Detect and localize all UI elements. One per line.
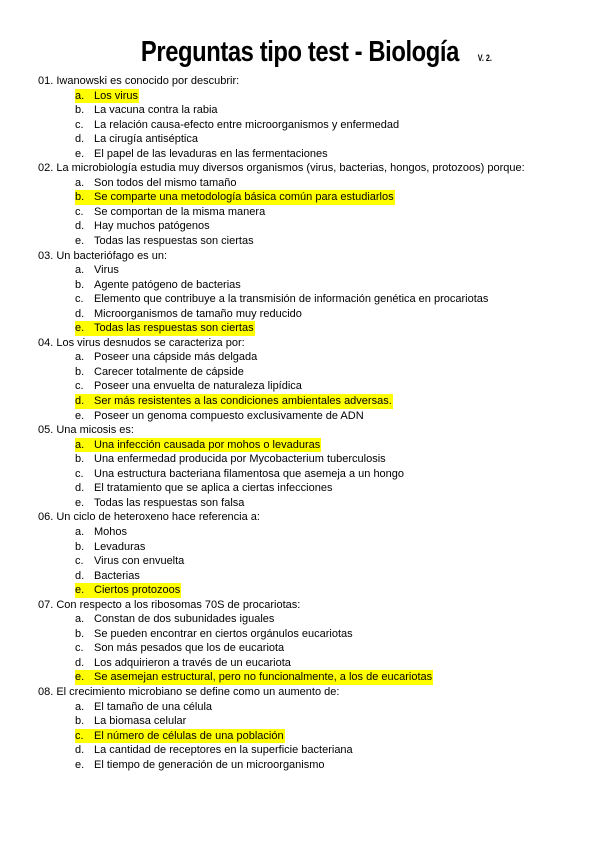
option-letter: c. — [75, 380, 84, 393]
option-item-correct — [38, 583, 578, 598]
answer-highlight — [75, 89, 139, 104]
option-letter: a. — [75, 525, 85, 538]
option-text: Virus con envuelta — [94, 555, 185, 568]
option-content — [75, 205, 265, 220]
option-content — [75, 612, 274, 627]
option-item — [38, 627, 578, 642]
option-text: Ciertos protozoos — [94, 584, 181, 597]
option-letter: c. — [75, 118, 84, 131]
option-text: Se comparte una metodología básica común para estudiarlos — [94, 191, 394, 204]
option-item — [38, 569, 578, 584]
option-text: Virus — [94, 264, 119, 277]
option-content — [75, 758, 325, 773]
option-text: Todas las respuestas son ciertas — [94, 322, 254, 335]
option-content — [75, 219, 210, 234]
option-text: El número de células de una población — [94, 729, 284, 742]
option-text: Carecer totalmente de cápside — [94, 365, 244, 378]
option-text: Poseer una cápside más delgada — [94, 351, 258, 364]
option-letter: d. — [75, 744, 85, 757]
option-letter: b. — [75, 104, 85, 117]
option-text: Se asemejan estructural, pero no funcionalmente, a los de eucariotas — [94, 671, 433, 684]
option-item — [38, 278, 578, 293]
option-content — [75, 554, 184, 569]
option-item — [38, 263, 578, 278]
question-text: 07. Con respecto a los ribosomas 70S de procariotas: — [38, 598, 301, 611]
answer-highlight — [75, 670, 433, 685]
option-letter: d. — [75, 220, 85, 233]
option-item — [38, 554, 578, 569]
option-letter: d. — [75, 656, 85, 669]
option-letter: e. — [75, 322, 85, 335]
option-content — [75, 496, 244, 511]
option-text: Una infección causada por mohos o levaduras — [94, 438, 321, 451]
option-item-correct — [38, 321, 578, 336]
option-item-correct — [38, 670, 578, 685]
option-content — [75, 540, 145, 555]
option-text: La cantidad de receptores en la superficie bacteriana — [94, 744, 353, 757]
question-list — [38, 74, 578, 772]
question-text: 04. Los virus desnudos se caracteriza por: — [38, 336, 245, 349]
option-text: Levaduras — [94, 540, 146, 553]
option-text: Bacterias — [94, 569, 140, 582]
answer-highlight — [75, 729, 285, 744]
option-content — [75, 307, 302, 322]
option-letter: e. — [75, 584, 85, 597]
option-text: Son todos del mismo tamaño — [94, 176, 237, 189]
option-letter: d. — [75, 395, 85, 408]
question-text: 01. Iwanowski es conocido por descubrir: — [38, 75, 240, 87]
option-letter: a. — [75, 351, 85, 364]
option-text: Una estructura bacteriana filamentosa que asemeja a un hongo — [94, 467, 405, 480]
option-text: Una enfermedad producida por Mycobacterium tuberculosis — [94, 453, 386, 466]
version-label: V. 2. — [478, 53, 493, 63]
option-text: El tamaño de una célula — [94, 700, 213, 713]
option-text: La relación causa-efecto entre microorganismos y enfermedad — [94, 118, 400, 131]
option-item — [38, 612, 578, 627]
option-letter: e. — [75, 409, 85, 422]
option-item — [38, 758, 578, 773]
option-item — [38, 292, 578, 307]
option-text: La vacuna contra la rabia — [94, 104, 218, 117]
option-text: Todas las respuestas son falsa — [94, 496, 245, 509]
page-title — [0, 36, 600, 69]
option-content — [75, 641, 284, 656]
answer-highlight — [75, 394, 393, 409]
answer-highlight — [75, 190, 395, 205]
option-content — [75, 379, 302, 394]
option-item-correct — [38, 729, 578, 744]
option-content — [75, 176, 236, 191]
option-letter: e. — [75, 758, 85, 771]
option-item-correct — [38, 438, 578, 453]
option-letter: d. — [75, 133, 85, 146]
question-block — [38, 598, 578, 685]
option-text: Mohos — [94, 525, 128, 538]
answer-highlight — [75, 583, 181, 598]
option-text: Elemento que contribuye a la transmisión de información genética en procariotas — [94, 293, 489, 306]
question-block — [38, 685, 578, 772]
option-letter: c. — [75, 555, 84, 568]
option-letter: b. — [75, 540, 85, 553]
question-text: 03. Un bacteriófago es un: — [38, 249, 168, 262]
option-letter: b. — [75, 191, 85, 204]
question-block — [38, 336, 578, 423]
option-item — [38, 132, 578, 147]
option-item — [38, 219, 578, 234]
option-item — [38, 540, 578, 555]
question-text: 06. Un ciclo de heteroxeno hace referencia a: — [38, 511, 260, 524]
option-text: Los virus — [94, 89, 139, 102]
option-letter: b. — [75, 278, 85, 291]
option-letter: e. — [75, 147, 85, 160]
option-item — [38, 147, 578, 162]
option-letter: c. — [75, 729, 84, 742]
option-letter: c. — [75, 642, 84, 655]
option-text: La biomasa celular — [94, 715, 187, 728]
option-letter: c. — [75, 205, 84, 218]
option-text: Ser más resistentes a las condiciones ambientales adversas. — [94, 395, 392, 408]
option-letter: d. — [75, 307, 85, 320]
option-content — [75, 132, 198, 147]
option-content — [75, 525, 127, 540]
option-item — [38, 234, 578, 249]
option-letter: d. — [75, 482, 85, 495]
option-text: Poseer una envuelta de naturaleza lipídica — [94, 380, 302, 393]
option-letter: e. — [75, 235, 85, 248]
option-item — [38, 700, 578, 715]
option-content — [75, 365, 244, 380]
option-item — [38, 452, 578, 467]
option-item — [38, 176, 578, 191]
option-content — [75, 481, 332, 496]
option-letter: c. — [75, 293, 84, 306]
option-text: Se pueden encontrar en ciertos orgánulos eucariotas — [94, 627, 353, 640]
question-block — [38, 161, 578, 248]
option-content — [75, 147, 328, 162]
option-item — [38, 496, 578, 511]
option-text: Hay muchos patógenos — [94, 220, 210, 233]
answer-highlight — [75, 321, 255, 336]
question-block — [38, 249, 578, 336]
option-letter: a. — [75, 264, 85, 277]
option-content — [75, 569, 140, 584]
option-content — [75, 627, 353, 642]
option-text: El papel de las levaduras en las fermentaciones — [94, 147, 328, 160]
option-content — [75, 700, 212, 715]
option-text: Son más pesados que los de eucariota — [94, 642, 285, 655]
option-content — [75, 467, 404, 482]
option-item — [38, 656, 578, 671]
option-content — [75, 292, 488, 307]
option-item — [38, 350, 578, 365]
option-content — [75, 263, 119, 278]
option-content — [75, 234, 254, 249]
option-letter: b. — [75, 365, 85, 378]
option-item — [38, 525, 578, 540]
option-text: Poseer un genoma compuesto exclusivamente de ADN — [94, 409, 364, 422]
option-item — [38, 467, 578, 482]
option-letter: a. — [75, 176, 85, 189]
option-item — [38, 103, 578, 118]
option-item — [38, 118, 578, 133]
option-content — [75, 118, 399, 133]
option-content — [75, 743, 353, 758]
question-block — [38, 74, 578, 161]
option-letter: a. — [75, 700, 85, 713]
option-item — [38, 379, 578, 394]
option-item — [38, 714, 578, 729]
option-item — [38, 743, 578, 758]
question-block — [38, 510, 578, 597]
option-content — [75, 350, 257, 365]
question-text: 02. La microbiología estudia muy diversos organismos (virus, bacterias, hongos, protozoos) porque: — [38, 162, 525, 175]
option-letter: a. — [75, 438, 85, 451]
option-text: Los adquirieron a través de un eucariota — [94, 656, 291, 669]
option-text: El tiempo de generación de un microorganismo — [94, 758, 325, 771]
option-item — [38, 365, 578, 380]
option-item — [38, 641, 578, 656]
option-letter: e. — [75, 671, 85, 684]
option-text: El tratamiento que se aplica a ciertas infecciones — [94, 482, 333, 495]
option-text: La cirugía antiséptica — [94, 133, 198, 146]
option-text: Todas las respuestas son ciertas — [94, 235, 254, 248]
option-text: Microorganismos de tamaño muy reducido — [94, 307, 302, 320]
question-text: 05. Una micosis es: — [38, 424, 134, 437]
title-text: Preguntas tipo test - Biología — [140, 36, 459, 68]
question-block — [38, 423, 578, 510]
option-letter: b. — [75, 453, 85, 466]
option-content — [75, 409, 364, 424]
option-content — [75, 656, 291, 671]
option-text: Constan de dos subunidades iguales — [94, 613, 275, 626]
option-content — [75, 714, 186, 729]
option-letter: a. — [75, 89, 85, 102]
option-item — [38, 409, 578, 424]
option-letter: b. — [75, 627, 85, 640]
option-item — [38, 481, 578, 496]
option-content — [75, 103, 218, 118]
option-item-correct — [38, 394, 578, 409]
option-item-correct — [38, 89, 578, 104]
option-text: Se comportan de la misma manera — [94, 205, 266, 218]
option-item — [38, 307, 578, 322]
question-text: 08. El crecimiento microbiano se define como un aumento de: — [38, 685, 340, 698]
answer-highlight — [75, 438, 321, 453]
option-content — [75, 278, 241, 293]
option-letter: e. — [75, 496, 85, 509]
option-letter: b. — [75, 715, 85, 728]
option-letter: c. — [75, 467, 84, 480]
option-letter: a. — [75, 613, 85, 626]
option-item-correct — [38, 190, 578, 205]
option-text: Agente patógeno de bacterias — [94, 278, 241, 291]
option-letter: d. — [75, 569, 85, 582]
option-item — [38, 205, 578, 220]
option-content — [75, 452, 386, 467]
